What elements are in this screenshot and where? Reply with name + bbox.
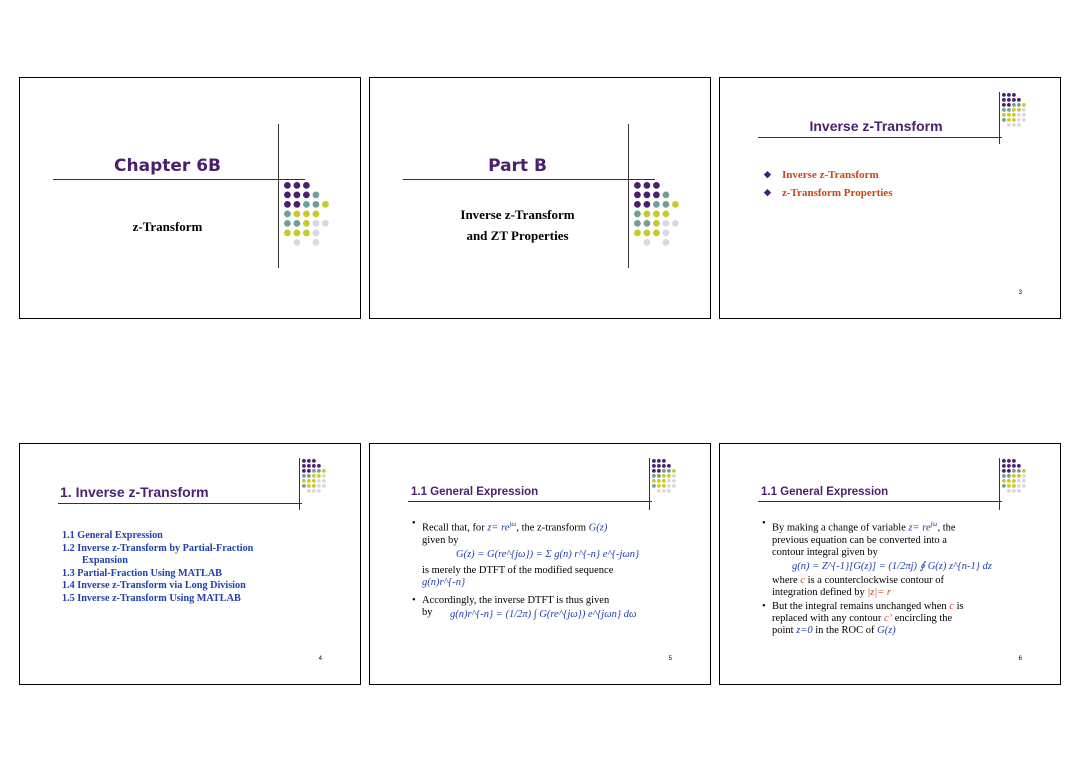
logo-dot — [667, 474, 671, 478]
logo-dot — [1012, 464, 1016, 468]
logo-dot — [1012, 123, 1016, 127]
logo-dot — [667, 479, 671, 483]
logo-dot — [312, 459, 316, 463]
logo-dot — [322, 474, 326, 478]
logo-dot — [652, 484, 656, 488]
logo-dot — [1012, 484, 1016, 488]
logo-dot — [657, 459, 661, 463]
logo-dot — [1007, 479, 1011, 483]
paragraph: where c is a counterclockwise contour of integration defined by |z|= r — [772, 574, 945, 598]
logo-dot — [303, 201, 310, 208]
logo-dot — [1017, 464, 1021, 468]
equation: G(z) = G(re^{jω}) = Σ g(n) r^{-n} e^{-jωn} — [456, 548, 640, 560]
logo-dot — [662, 459, 666, 463]
toc-item[interactable]: 1.3 Partial-Fraction Using MATLAB — [62, 567, 222, 579]
logo-dot — [652, 459, 656, 463]
logo-dot — [317, 474, 321, 478]
logo-dot — [662, 464, 666, 468]
logo-dot — [1012, 474, 1016, 478]
logo-dot — [644, 182, 651, 189]
logo-dot — [312, 484, 316, 488]
logo-dot — [284, 220, 291, 227]
logo-dot — [1002, 474, 1006, 478]
logo-dot — [663, 211, 670, 218]
logo-dot — [657, 479, 661, 483]
logo-dot — [307, 484, 311, 488]
logo-dot — [284, 192, 291, 199]
logo-dot — [1017, 123, 1021, 127]
logo-dot — [1022, 469, 1026, 473]
logo-dot — [1007, 459, 1011, 463]
logo-dot — [653, 230, 660, 237]
logo-dot — [644, 220, 651, 227]
slide-6[interactable] — [719, 443, 1061, 685]
logo-dot — [307, 469, 311, 473]
page-number: 6 — [1018, 656, 1022, 662]
logo-dot — [303, 230, 310, 237]
logo-dot — [302, 484, 306, 488]
page-number: 3 — [1018, 290, 1022, 296]
logo-dot — [313, 192, 320, 199]
logo-dot — [667, 489, 671, 493]
logo-dot — [667, 484, 671, 488]
slide-1[interactable] — [19, 77, 361, 319]
logo-dot — [317, 484, 321, 488]
logo-dot — [1007, 103, 1011, 107]
logo-dot — [663, 239, 670, 246]
logo-dot — [634, 182, 641, 189]
logo-dot — [302, 469, 306, 473]
bullet-paragraph: • Accordingly, the inverse DTFT is thus given by — [412, 594, 610, 618]
logo-dot — [317, 489, 321, 493]
logo-dot — [1022, 103, 1026, 107]
logo-dot — [657, 489, 661, 493]
logo-dot — [662, 479, 666, 483]
logo-dot — [672, 469, 676, 473]
toc-item[interactable]: 1.4 Inverse z-Transform via Long Division — [62, 580, 246, 591]
logo-dot — [284, 182, 291, 189]
page-number: 5 — [668, 656, 672, 662]
slide-title: 1.1 General Expression — [411, 486, 539, 498]
table-of-contents — [62, 530, 253, 605]
logo-dot — [1022, 113, 1026, 117]
logo-dot — [313, 230, 320, 237]
logo-dot — [672, 484, 676, 488]
slide-title: Part B — [488, 156, 547, 176]
logo-dot — [672, 220, 679, 227]
logo-dot — [312, 489, 316, 493]
logo-dot — [303, 220, 310, 227]
logo-dot — [1022, 479, 1026, 483]
toc-item[interactable]: 1.1 General Expression — [62, 530, 163, 541]
diamond-bullet-icon: ◆ — [764, 187, 771, 197]
equation: g(n) = Z^{-1}[G(z)] = (1/2πj) ∮ G(z) z^{n-1} dz — [792, 560, 992, 572]
slide-body — [412, 518, 672, 623]
logo-dot — [1007, 113, 1011, 117]
logo-dot — [1012, 98, 1016, 102]
logo-dot — [634, 201, 641, 208]
logo-dot — [644, 239, 651, 246]
logo-dot — [313, 239, 320, 246]
bullet-paragraph: • Recall that, for $z= re^{j\omega}$, the z-transform G(z) given by — [412, 518, 608, 546]
slide-3[interactable] — [719, 77, 1061, 319]
bullet-list — [764, 169, 892, 205]
logo-dot — [284, 201, 291, 208]
logo-dot — [653, 220, 660, 227]
logo-dot — [312, 469, 316, 473]
logo-dot — [644, 192, 651, 199]
logo-dot — [1012, 479, 1016, 483]
slide-title: 1.1 General Expression — [761, 486, 889, 498]
logo-dot — [284, 230, 291, 237]
equation: g(n)r^{-n} = (1/2π) ∫ G(re^{jω}) e^{jωn} dω — [450, 608, 637, 620]
logo-dot — [307, 474, 311, 478]
dot-grid-logo — [652, 459, 682, 497]
vertical-rule — [649, 458, 650, 510]
slide-title: Chapter 6B — [114, 156, 221, 176]
logo-dot — [1012, 469, 1016, 473]
logo-dot — [634, 211, 641, 218]
logo-dot — [1017, 479, 1021, 483]
logo-dot — [302, 464, 306, 468]
logo-dot — [1022, 108, 1026, 112]
slide-body — [762, 518, 1022, 637]
logo-dot — [1007, 93, 1011, 97]
title-rule — [403, 179, 655, 180]
logo-dot — [663, 230, 670, 237]
vertical-rule — [278, 124, 279, 268]
logo-dot — [294, 201, 301, 208]
slide-title: 1. Inverse z-Transform — [60, 484, 209, 500]
logo-dot — [1012, 103, 1016, 107]
paragraph: is merely the DTFT of the modified sequence g(n)r^{-n} — [422, 564, 614, 588]
logo-dot — [1002, 98, 1006, 102]
logo-dot — [322, 479, 326, 483]
logo-dot — [317, 479, 321, 483]
logo-dot — [322, 469, 326, 473]
logo-dot — [663, 192, 670, 199]
logo-dot — [1007, 464, 1011, 468]
logo-dot — [1002, 469, 1006, 473]
logo-dot — [322, 201, 329, 208]
logo-dot — [317, 469, 321, 473]
dot-grid-logo — [302, 459, 332, 497]
bullet-icon: • — [762, 518, 766, 529]
logo-dot — [294, 239, 301, 246]
logo-dot — [663, 220, 670, 227]
logo-dot — [657, 474, 661, 478]
bullet-icon: • — [412, 594, 416, 606]
logo-dot — [1012, 118, 1016, 122]
logo-dot — [1017, 484, 1021, 488]
logo-dot — [294, 182, 301, 189]
logo-dot — [322, 220, 329, 227]
logo-dot — [667, 469, 671, 473]
logo-dot — [672, 474, 676, 478]
logo-dot — [1017, 489, 1021, 493]
list-item: ◆ Inverse z-Transform — [764, 169, 879, 181]
logo-dot — [1002, 459, 1006, 463]
logo-dot — [1007, 98, 1011, 102]
logo-dot — [634, 220, 641, 227]
logo-dot — [307, 464, 311, 468]
logo-dot — [322, 484, 326, 488]
logo-dot — [1012, 93, 1016, 97]
logo-dot — [634, 192, 641, 199]
logo-dot — [303, 192, 310, 199]
logo-dot — [294, 230, 301, 237]
logo-dot — [302, 459, 306, 463]
logo-dot — [644, 201, 651, 208]
logo-dot — [307, 479, 311, 483]
title-rule — [758, 501, 1002, 502]
logo-dot — [307, 489, 311, 493]
logo-dot — [634, 230, 641, 237]
logo-dot — [657, 484, 661, 488]
dot-grid-logo — [634, 182, 690, 254]
vertical-rule — [999, 92, 1000, 144]
logo-dot — [1002, 113, 1006, 117]
logo-dot — [662, 489, 666, 493]
logo-dot — [657, 469, 661, 473]
logo-dot — [1012, 489, 1016, 493]
slide-2[interactable] — [369, 77, 711, 319]
logo-dot — [653, 211, 660, 218]
logo-dot — [1017, 103, 1021, 107]
logo-dot — [644, 230, 651, 237]
logo-dot — [662, 484, 666, 488]
logo-dot — [1002, 484, 1006, 488]
logo-dot — [1007, 489, 1011, 493]
logo-dot — [652, 479, 656, 483]
logo-dot — [302, 474, 306, 478]
logo-dot — [662, 469, 666, 473]
bullet-paragraph: • But the integral remains unchanged when c is replaced with any contour c’ encircling the point z=0 in the ROC of G(z) — [762, 600, 964, 636]
logo-dot — [313, 220, 320, 227]
logo-dot — [1017, 98, 1021, 102]
dot-grid-logo — [1002, 459, 1032, 497]
slide-subtitle — [410, 204, 625, 246]
logo-dot — [303, 211, 310, 218]
logo-dot — [294, 220, 301, 227]
logo-dot — [1022, 474, 1026, 478]
logo-dot — [653, 192, 660, 199]
diamond-bullet-icon: ◆ — [764, 169, 771, 179]
logo-dot — [1012, 459, 1016, 463]
logo-dot — [317, 464, 321, 468]
logo-dot — [1002, 479, 1006, 483]
logo-dot — [663, 201, 670, 208]
logo-dot — [652, 469, 656, 473]
logo-dot — [653, 201, 660, 208]
logo-dot — [1017, 118, 1021, 122]
bullet-paragraph: • By making a change of variable $z= re^{j\omega}$, the previous equation can be converted into a contour integral given by — [762, 518, 956, 558]
logo-dot — [1002, 108, 1006, 112]
logo-dot — [294, 192, 301, 199]
slide-4[interactable] — [19, 443, 361, 685]
logo-dot — [313, 201, 320, 208]
vertical-rule — [299, 458, 300, 510]
dot-grid-logo — [1002, 93, 1032, 131]
logo-dot — [303, 182, 310, 189]
toc-item[interactable]: 1.2 Inverse z-Transform by Partial-Fraction Expansion — [62, 542, 254, 566]
logo-dot — [1002, 103, 1006, 107]
logo-dot — [652, 464, 656, 468]
slide-subtitle: z-Transform — [132, 219, 203, 234]
logo-dot — [1022, 484, 1026, 488]
logo-dot — [653, 182, 660, 189]
logo-dot — [1002, 464, 1006, 468]
logo-dot — [312, 479, 316, 483]
logo-dot — [1012, 113, 1016, 117]
logo-dot — [672, 479, 676, 483]
logo-dot — [302, 479, 306, 483]
title-rule — [758, 137, 1002, 138]
logo-dot — [313, 211, 320, 218]
subtitle-line-2: and ZT Properties — [466, 228, 569, 243]
subtitle-line-1: Inverse z-Transform — [460, 207, 575, 222]
vertical-rule — [628, 124, 629, 268]
logo-dot — [667, 464, 671, 468]
vertical-rule — [999, 458, 1000, 510]
logo-dot — [284, 211, 291, 218]
logo-dot — [1007, 474, 1011, 478]
logo-dot — [1022, 118, 1026, 122]
logo-dot — [1007, 469, 1011, 473]
logo-dot — [1002, 93, 1006, 97]
logo-dot — [1017, 474, 1021, 478]
title-rule — [408, 501, 652, 502]
logo-dot — [652, 474, 656, 478]
bullet-icon: • — [762, 600, 766, 612]
logo-dot — [1007, 108, 1011, 112]
logo-dot — [1017, 113, 1021, 117]
logo-dot — [307, 459, 311, 463]
logo-dot — [662, 474, 666, 478]
page-number: 4 — [318, 656, 322, 662]
logo-dot — [312, 464, 316, 468]
title-rule — [58, 503, 302, 504]
logo-dot — [1002, 118, 1006, 122]
logo-dot — [1007, 484, 1011, 488]
slide-title: Inverse z-Transform — [809, 118, 943, 134]
slide-5[interactable] — [369, 443, 711, 685]
logo-dot — [1007, 123, 1011, 127]
dot-grid-logo — [284, 182, 340, 254]
logo-dot — [657, 464, 661, 468]
bullet-icon: • — [412, 518, 416, 529]
toc-item[interactable]: 1.5 Inverse z-Transform Using MATLAB — [62, 592, 241, 604]
logo-dot — [1017, 469, 1021, 473]
logo-dot — [672, 201, 679, 208]
logo-dot — [1012, 108, 1016, 112]
logo-dot — [1017, 108, 1021, 112]
list-item: ◆ z-Transform Properties — [764, 187, 893, 199]
title-rule — [53, 179, 305, 180]
logo-dot — [1007, 118, 1011, 122]
logo-dot — [294, 211, 301, 218]
logo-dot — [312, 474, 316, 478]
logo-dot — [644, 211, 651, 218]
